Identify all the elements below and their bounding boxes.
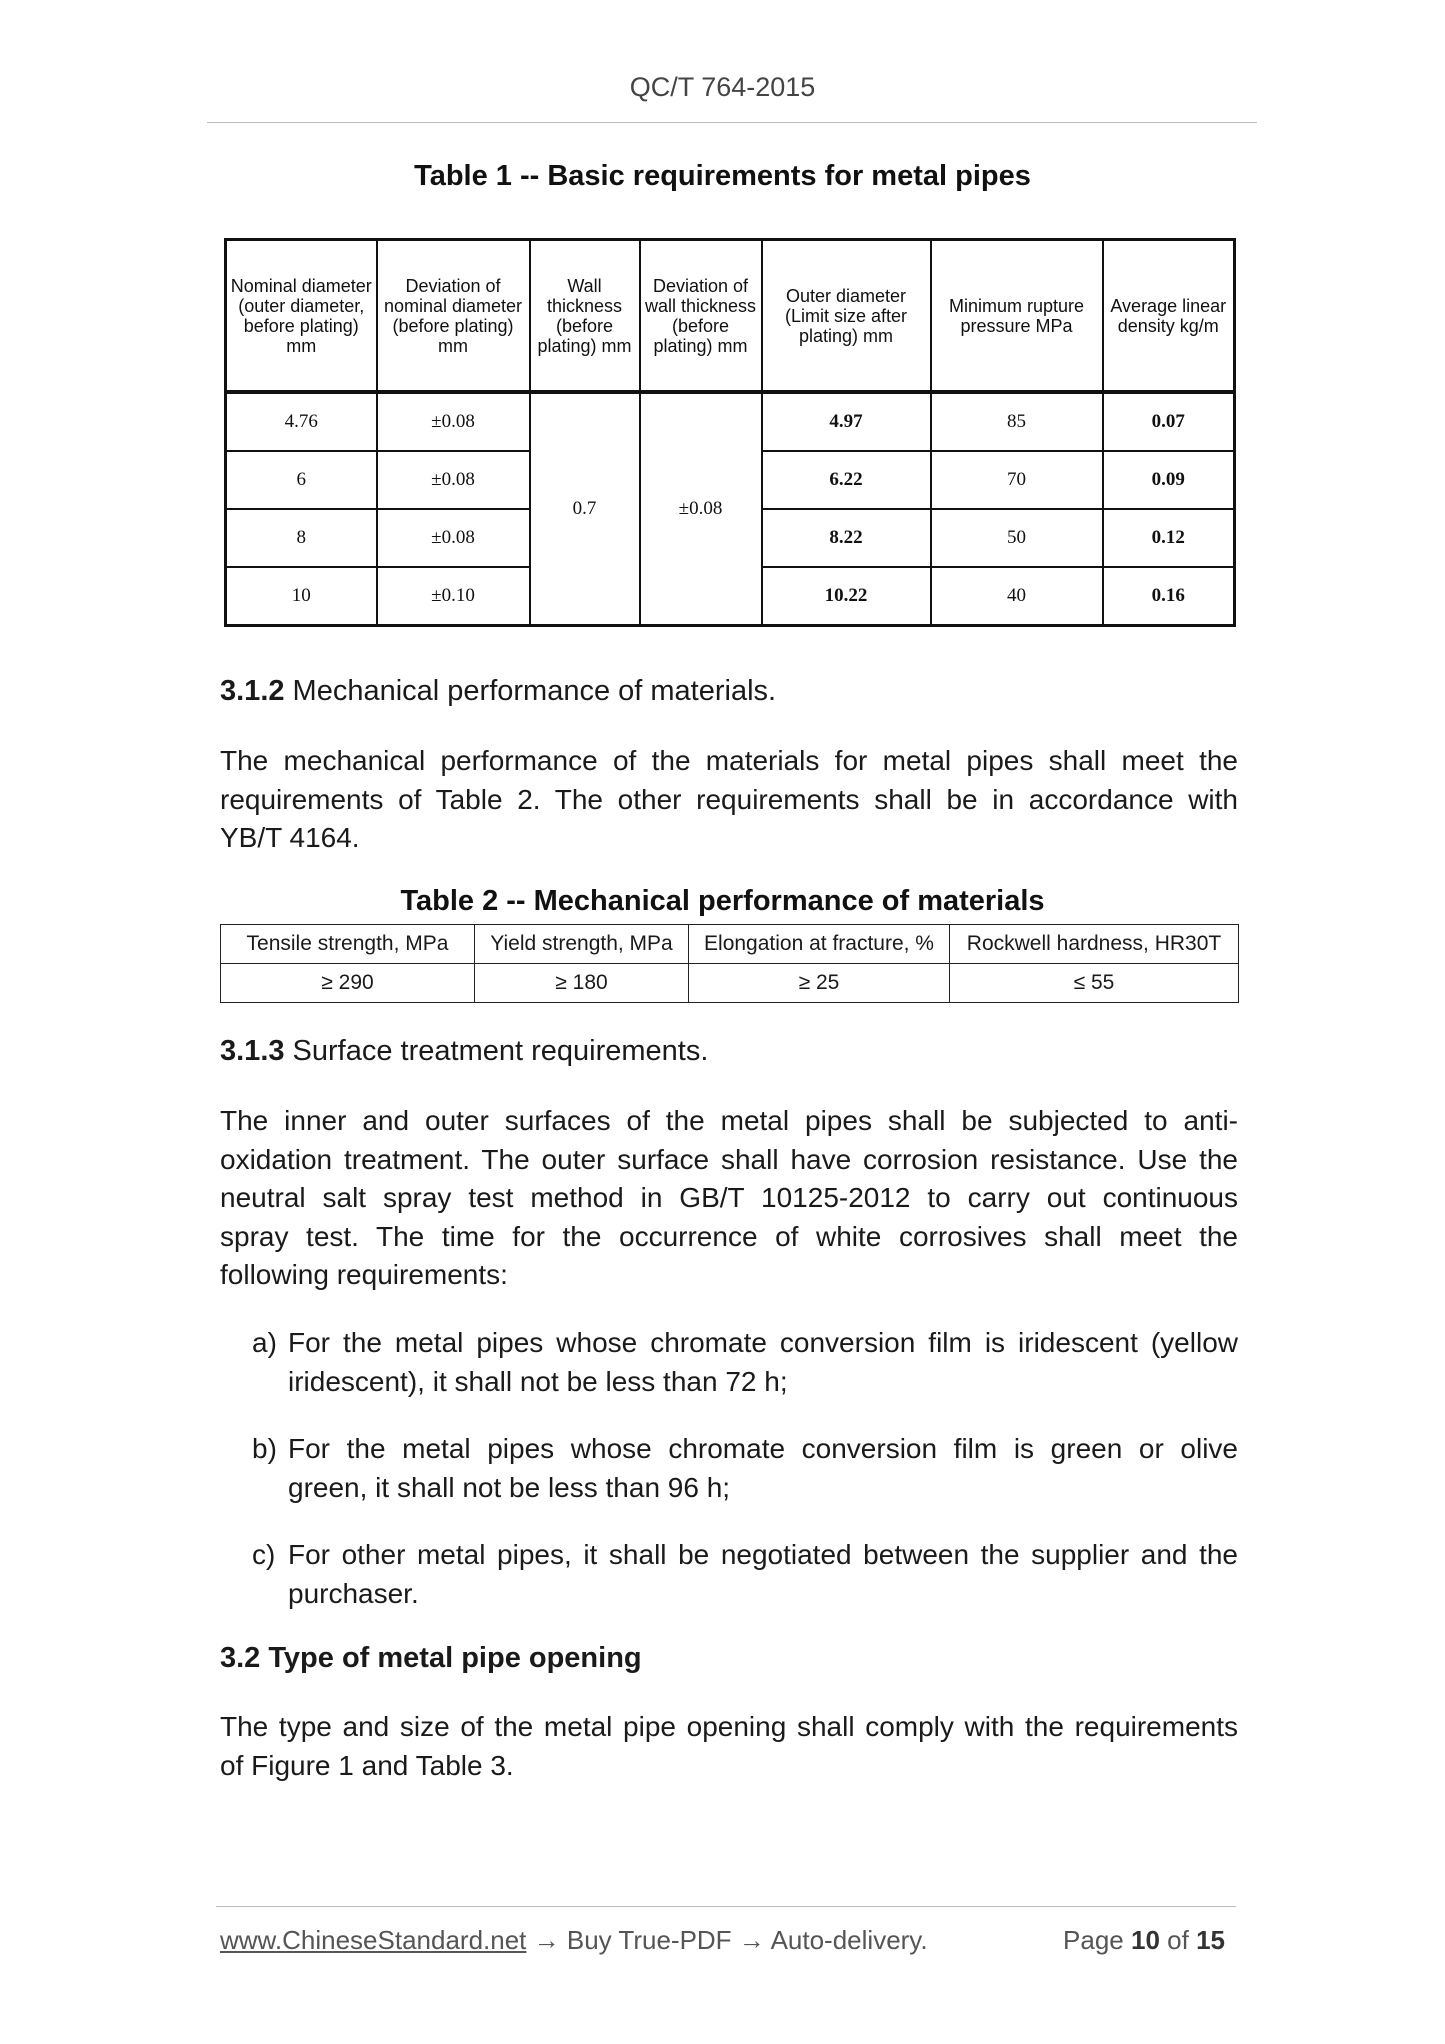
page-label: Page (1063, 1925, 1124, 1955)
rupture-pressure-cell: 50 (931, 509, 1103, 567)
wall-thickness-cell: 0.7 (530, 392, 640, 626)
paragraph-line: oxidation treatment. The outer surface shall have corrosion resistance. Use the (220, 1143, 1238, 1175)
paragraph-line: The type and size of the metal pipe opening shall comply with the requirements (220, 1711, 1238, 1742)
page-total: 15 (1196, 1925, 1225, 1955)
section-title: Surface treatment requirements. (284, 1035, 709, 1067)
section-number: 3.1.3 (220, 1035, 285, 1067)
paragraph-line: following requirements: (220, 1259, 508, 1290)
paragraph-line: neutral salt spray test method in GB/T 10125-2012 to carry out continuous (220, 1182, 1238, 1213)
paragraph-line: The inner and outer surfaces of the metal pipes shall be subjected to anti- (220, 1105, 1238, 1136)
table1-header-cell: Wall thickness (before plating) mm (530, 240, 640, 393)
section-number: 3.1.2 (220, 675, 285, 707)
table1-header-cell: Nominal diameter (outer diameter, before plating) mm (226, 240, 377, 393)
list-text: green, it shall not be less than 96 h; (288, 1471, 731, 1503)
footer-promo (220, 1925, 928, 1956)
table1-caption: Table 1 -- Basic requirements for metal pipes (414, 160, 1031, 192)
outer-diameter-cell: 10.22 (762, 567, 931, 626)
document-code: QC/T 764-2015 (629, 72, 816, 102)
list-text: For other metal pipes, it shall be negotiated between the supplier and the (288, 1539, 1238, 1570)
section-3-1-2-paragraph (220, 742, 1238, 858)
table2-header-cell: Yield strength, MPa (475, 925, 689, 964)
table2-value-cell: ≥ 25 (689, 964, 950, 1003)
table2-header-cell: Elongation at fracture, % (689, 925, 950, 964)
table2-header-cell: Rockwell hardness, HR30T (950, 925, 1239, 964)
nominal-diameter-cell: 8 (226, 509, 377, 567)
section-3-2-heading: 3.2 Type of metal pipe opening (220, 1642, 642, 1674)
outer-diameter-cell: 8.22 (762, 509, 931, 567)
paragraph-line: YB/T 4164. (220, 822, 360, 853)
table1-header-cell: Deviation of nominal diameter (before plating) mm (377, 240, 530, 393)
nominal-diameter-cell: 4.76 (226, 392, 377, 451)
list-text: purchaser. (288, 1577, 419, 1609)
list-item (252, 1430, 1238, 1507)
table2-mechanical-performance (220, 924, 1239, 1003)
paragraph-line: requirements of Table 2. The other requirements shall be in accordance with (220, 783, 1238, 815)
table2-value-cell: ≥ 180 (475, 964, 689, 1003)
rupture-pressure-cell: 40 (931, 567, 1103, 626)
section-3-1-2-heading (220, 675, 776, 708)
footer-tagline: → Buy True-PDF → Auto-delivery. (526, 1925, 928, 1955)
table1-header-row (226, 240, 1235, 393)
outer-diameter-cell: 4.97 (762, 392, 931, 451)
outer-diameter-cell: 6.22 (762, 451, 931, 509)
list-marker: c) (252, 1539, 276, 1570)
list-text: iridescent), it shall not be less than 72 h; (288, 1365, 788, 1397)
table1-header-cell: Outer diameter (Limit size after plating) mm (762, 240, 931, 393)
list-item (252, 1536, 1238, 1613)
section-3-2-paragraph (220, 1708, 1238, 1785)
paragraph-line: The mechanical performance of the materials for metal pipes shall meet the (220, 745, 1238, 776)
nominal-deviation-cell: ±0.08 (377, 451, 530, 509)
of-label: of (1167, 1925, 1189, 1955)
table2-caption: Table 2 -- Mechanical performance of materials (400, 885, 1045, 917)
table1-header-cell: Deviation of wall thickness (before plating) mm (640, 240, 762, 393)
linear-density-cell: 0.12 (1103, 509, 1235, 567)
table-row (221, 964, 1239, 1003)
wall-deviation-cell: ±0.08 (640, 392, 762, 626)
table1-basic-requirements (224, 238, 1236, 627)
table2-header-row (221, 925, 1239, 964)
table2-header-cell: Tensile strength, MPa (221, 925, 475, 964)
footer-divider (216, 1906, 1236, 1907)
linear-density-cell: 0.16 (1103, 567, 1235, 626)
section-3-1-3-paragraph (220, 1102, 1238, 1295)
list-text: For the metal pipes whose chromate conversion film is green or olive (288, 1433, 1238, 1464)
list-text: For the metal pipes whose chromate conversion film is iridescent (yellow (288, 1327, 1238, 1358)
table1-header-cell: Average linear density kg/m (1103, 240, 1235, 393)
header-divider (207, 122, 1257, 123)
table-row (226, 392, 1235, 451)
nominal-deviation-cell: ±0.08 (377, 392, 530, 451)
table1-header-cell: Minimum rupture pressure MPa (931, 240, 1103, 393)
footer (220, 1925, 1235, 1956)
section-3-1-3-heading (220, 1035, 708, 1068)
page-indicator (1063, 1925, 1225, 1956)
list-item (252, 1324, 1238, 1401)
nominal-diameter-cell: 10 (226, 567, 377, 626)
paragraph-line: of Figure 1 and Table 3. (220, 1749, 514, 1781)
nominal-deviation-cell: ±0.08 (377, 509, 530, 567)
table2-value-cell: ≤ 55 (950, 964, 1239, 1003)
page-number: 10 (1131, 1925, 1160, 1955)
linear-density-cell: 0.09 (1103, 451, 1235, 509)
rupture-pressure-cell: 85 (931, 392, 1103, 451)
table2-value-cell: ≥ 290 (221, 964, 475, 1003)
nominal-diameter-cell: 6 (226, 451, 377, 509)
list-marker: a) (252, 1327, 277, 1358)
nominal-deviation-cell: ±0.10 (377, 567, 530, 626)
linear-density-cell: 0.07 (1103, 392, 1235, 451)
rupture-pressure-cell: 70 (931, 451, 1103, 509)
section-title: Mechanical performance of materials. (284, 675, 777, 707)
website-link[interactable]: www.ChineseStandard.net (220, 1925, 527, 1955)
paragraph-line: spray test. The time for the occurrence of white corrosives shall meet the (220, 1220, 1238, 1252)
list-marker: b) (252, 1433, 277, 1464)
